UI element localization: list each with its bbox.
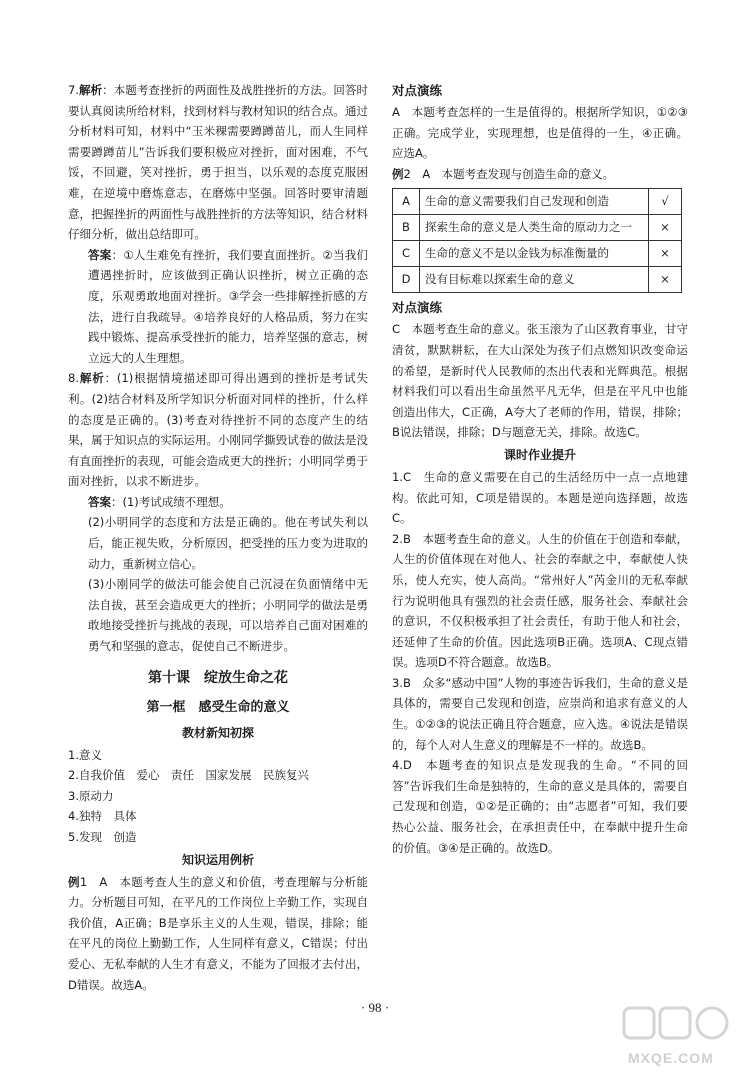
practice-1: A 本题考查怎样的一生是值得的。根据所学知识，①②③正确。完成学业，实现理想，也是值得的一生，④正确。应选A。 (392, 105, 688, 161)
option-letter: A (393, 189, 420, 215)
option-letter: B (393, 215, 420, 241)
list-item: 2.自我价值 爱心 责任 国家发展 民族复兴 (68, 768, 309, 783)
section-title-new-knowledge: 教材新知初探 (181, 725, 254, 740)
list-item: 1.意义 (68, 747, 102, 762)
watermark-logo (622, 1004, 732, 1066)
section-title-examples: 知识运用例析 (181, 852, 254, 867)
table-row (393, 189, 682, 215)
list-item: 3.原动力 (68, 788, 114, 803)
option-letter: C (393, 241, 420, 267)
cross-icon: × (649, 267, 682, 293)
judgement-table (392, 188, 682, 293)
left-column (68, 80, 368, 995)
option-text: 没有目标难以探索生命的意义 (420, 267, 649, 293)
example-1: 例1 A 本题考查人生的意义和价值，考查理解与分析能力。分析题目可知，在平凡的工作岗位上辛勤工作，实现自我价值，A正确；B是享乐主义的人生观，错误，排除；能在平凡的岗位上勤勤工作，人生同样有意义，C错误；付出爱心、无私奉献的人生才有意义，不能为了回报才去付出，D错误。故选A。 (68, 874, 369, 992)
q8-answer-1: 答案：(1)考试成绩不理想。 (88, 494, 231, 509)
option-text: 生命的意义不是以金钱为标准衡量的 (420, 241, 649, 267)
knowledge-list (68, 745, 368, 848)
option-letter: D (393, 267, 420, 293)
practice-title-1: 对点演练 (392, 83, 443, 98)
frame-title: 第一框 感受生命的意义 (146, 699, 290, 715)
table-row (393, 215, 682, 241)
practice-2: C 本题考查生命的意义。张玉滚为了山区教育事业，甘守清贫，默默耕耘，在大山深处为孩子们点燃知识改变命运的希望，是新时代人民教师的杰出代表和光辉典范。根据材料我们可以看出生命虽然平凡无华，但是在平凡中也能创造出伟大，C正确，A夸大了老师的作用，错误，排除；B说法错误，排除；D与题意无关，排除。故选C。 (392, 322, 688, 440)
practice-title-2: 对点演练 (392, 300, 443, 316)
list-item: 4.独特 具体 (68, 809, 137, 824)
q8-answer-3: (3)小刚同学的做法可能会使自己沉浸在负面情绪中无法自拔，甚至会造成更大的挫折；小明同学的做法是勇敢地接受挫折与挑战的表现，可以培养自己面对困难的勇气和坚强的意志，促使自己不断进步。 (88, 577, 368, 654)
q8-answer-2: (2)小明同学的态度和方法是正确的。他在考试失利以后，能正视失败，分析原因，把受挫的压力变为进取的动力，重新树立信心。 (88, 515, 368, 571)
q7-analysis: 7.解析：本题考查挫折的两面性及战胜挫折的方法。回答时要认真阅读所给材料，找到材料与教材知识的结合点。通过分析材料可知，材料中“玉米稞需要蹲蹲苗儿，而人生同样需要蹲蹲苗儿”告诉我们要积极应对挫折，面对困难，不气馁，不回避，笑对挫折，勇于担当，以乐观的态度克服困难，在逆境中磨炼意志，在磨炼中坚强。回答时要审清题意，把握挫折的两面性与战胜挫折的方法等知识，结合材料仔细分析，做出总结即可。 (68, 83, 369, 242)
page-number: · 98 · (360, 1000, 390, 1015)
list-item: 5.发现 创造 (68, 830, 137, 844)
check-icon: √ (649, 189, 682, 215)
homework-title: 课时作业提升 (503, 447, 576, 462)
table-row (393, 267, 682, 293)
q8-analysis: 8.解析：(1)根据情境描述即可得出遇到的挫折是考试失利。(2)结合材料及所学知识分析面对同样的挫折，什么样的态度是正确的。(3)考查对待挫折不同的态度产生的结果，属于知识点的实际运用。小刚同学撕毁试卷的做法是没有直面挫折的表现，可能会造成更大的挫折；小明同学勇于面对挫折，以求不断进步。 (68, 371, 368, 489)
cross-icon: × (649, 215, 682, 241)
table-row (393, 241, 682, 267)
option-text: 探索生命的意义是人类生命的原动力之一 (420, 215, 649, 241)
cross-icon: × (649, 241, 682, 267)
homework-item: 3.B 众多“感动中国”人物的事迹告诉我们，生命的意义是具体的，需要自己发现和创造，应崇尚和追求有意义的人生。①②③的说法正确且符合题意，应入选。④说法是错误的，每个人对人生意义的理解是不一样的。故选B。 (392, 675, 688, 752)
example-2: 例2 A 本题考查发现与创造生命的意义。 (392, 166, 615, 181)
q7-answer: 答案：①人生难免有挫折，我们要直面挫折。②当我们遭遇挫折时，应该做到正确认识挫折，树立正确的态度，乐观勇敢地面对挫折。③学会一些排解挫折感的方法，进行自我疏导。④培养良好的人格品质，努力在实践中锻炼、提高承受挫折的能力，培养坚强的意志，树立远大的人生理想。 (88, 247, 368, 365)
homework-list (392, 467, 688, 858)
watermark-text: MXQE.COM (628, 1050, 714, 1066)
homework-item: 2.B 本题考查生命的意义。人生的价值在于创造和奉献，人生的价值体现在对他人、社会的奉献之中，奉献使人快乐，使人充实，使人高尚。“常州好人”芮金川的无私奉献行为说明他具有强烈的社会责任感，服务社会、奉献社会的意识，不仅积极承担了社会责任，有助于他人和社会，还延伸了生命的价值。因此选项B正确。选项A、C现点错误。选项D不符合题意。故选B。 (392, 531, 688, 670)
watermark-badge-icon (622, 1004, 732, 1048)
homework-item: 1.C 生命的意义需要在自己的生活经历中一点一点地建构。依此可知，C项是错误的。本题是逆向选择题，故选C。 (392, 469, 688, 526)
lesson-title: 第十课 绽放生命之花 (148, 669, 288, 686)
right-column (392, 80, 688, 858)
option-text: 生命的意义需要我们自己发现和创造 (420, 189, 649, 215)
homework-item: 4.D 本题考查的知识点是发现我的生命。“不同的回答”告诉我们生命是独特的，生命的意义是具体的，需要自己发现和创造，①②是正确的；由“志愿者”可知，我们要热心公益、服务社会，在承担责任中，在奉献中提升生命的价值。③④是正确的。故选D。 (392, 758, 688, 855)
